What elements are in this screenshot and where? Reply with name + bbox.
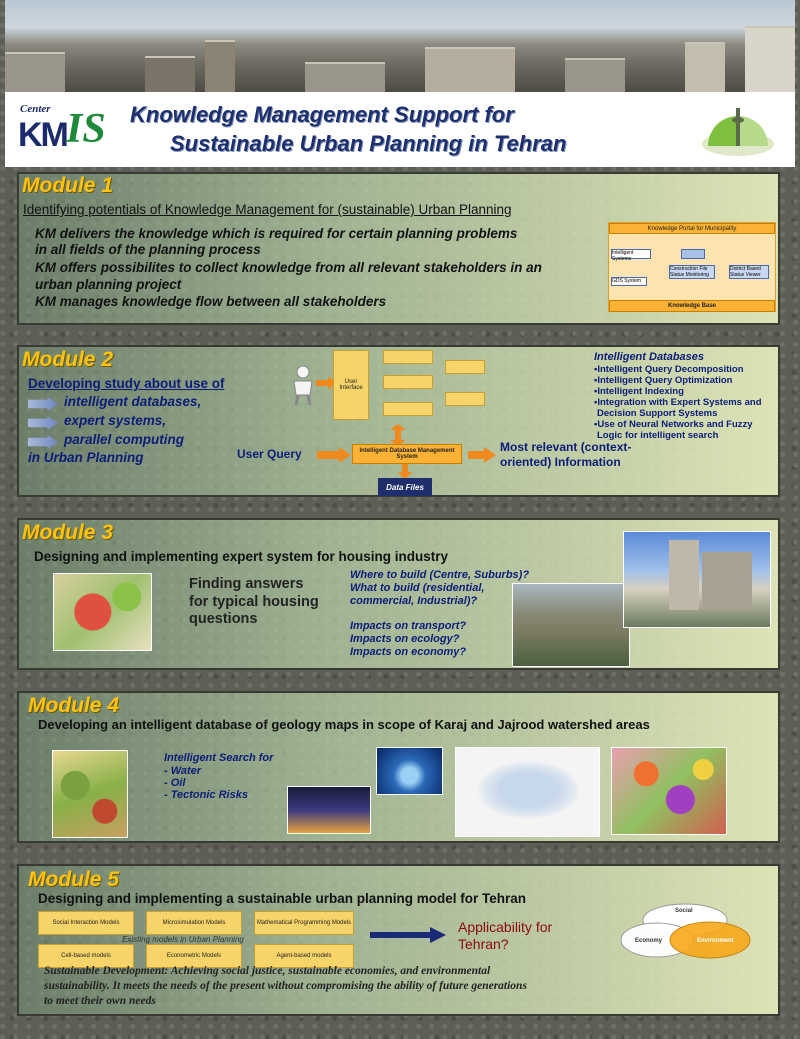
finding-text: for typical housing <box>189 594 319 610</box>
model-box: Mathematical Programming Models <box>254 911 354 935</box>
arrow-right-icon <box>468 447 496 463</box>
sustainability-venn-diagram <box>605 900 785 962</box>
sustainability-text: to meet their own needs <box>44 995 156 1007</box>
portal-box: Intelligent Systems <box>611 249 651 259</box>
user-interface-box: User Interface <box>333 350 369 420</box>
module1-subtitle: Identifying potentials of Knowledge Management for (sustainable) Urban Planning <box>23 202 512 217</box>
venn-label: Environment <box>697 938 734 944</box>
logo-km: KM <box>18 116 67 154</box>
km-portal-diagram <box>608 222 776 312</box>
db-module-box <box>445 392 485 406</box>
question: Impacts on economy? <box>350 646 467 658</box>
geology-color-map-image <box>611 747 727 835</box>
module3-subtitle: Designing and implementing expert system for housing industry <box>34 549 449 564</box>
question: Impacts on ecology? <box>350 633 460 645</box>
module4-subtitle: Developing an intelligent database of geology maps in scope of Karaj and Jajrood watershed areas <box>38 717 650 732</box>
question: Where to build (Centre, Suburbs)? <box>350 569 530 581</box>
applicability-text: Applicability for <box>458 919 553 935</box>
module1-heading: Module 1 <box>22 174 114 197</box>
module1-bullet: urban planning project <box>35 277 182 292</box>
module2-heading: Module 2 <box>22 348 114 371</box>
geology-map-image <box>52 750 128 838</box>
oil-pump-photo <box>287 786 371 834</box>
search-item: - Water <box>164 765 202 777</box>
module3-heading: Module 3 <box>22 521 114 544</box>
question: What to build (residential, <box>350 582 485 594</box>
module1-bullet: in all fields of the planning process <box>35 242 261 257</box>
portal-knowledge-base: Knowledge Base <box>609 300 775 312</box>
applicability-text: Tehran? <box>458 936 509 952</box>
portal-title: Knowledge Portal for Municipality <box>609 223 775 234</box>
buildings-photo <box>623 531 771 628</box>
question: Impacts on transport? <box>350 620 467 632</box>
module2-tail: in Urban Planning <box>28 450 144 465</box>
logo-center-text: Center <box>20 103 51 115</box>
portal-box: District Based Status Viewer <box>729 265 769 279</box>
module2-item: intelligent databases, <box>64 394 202 409</box>
db-module-box <box>383 375 433 389</box>
watershed-map-image <box>455 747 600 837</box>
portal-box: Construction File Status Monitoring <box>669 265 715 279</box>
result-text: Most relevant (context-oriented) Information <box>500 440 632 469</box>
urban-map-image <box>53 573 152 651</box>
search-item: - Tectonic Risks <box>164 789 248 801</box>
model-box: Econometric Models <box>146 944 242 968</box>
intelligent-db-item: •Intelligent Query Decomposition <box>594 364 744 375</box>
dbms-box: Intelligent Database Management System <box>352 444 462 464</box>
db-module-box <box>383 402 433 416</box>
sustainability-text: sustainability. It meets the needs of the present without compromising the ability of future generations <box>44 980 527 992</box>
sustainability-text: Sustainable Development: Achieving social justice, sustainable economies, and environmental <box>44 965 491 977</box>
venn-label: Economy <box>635 938 663 944</box>
search-title: Intelligent Search for <box>164 752 274 764</box>
module5-subtitle: Designing and implementing a sustainable urban planning model for Tehran <box>38 891 527 906</box>
module1-bullet: KM delivers the knowledge which is required for certain planning problems <box>35 226 518 241</box>
intelligent-db-item: •Intelligent Indexing <box>594 386 684 397</box>
db-module-box <box>383 350 433 364</box>
poster-title-line1: Knowledge Management Support for <box>130 102 514 127</box>
intelligent-db-item: Decision Support Systems <box>597 408 718 419</box>
venn-label: Social <box>675 908 693 914</box>
city-panorama-banner <box>5 0 795 92</box>
intelligent-db-item: •Integration with Expert Systems and <box>594 397 762 408</box>
module2-item: expert systems, <box>64 413 167 428</box>
tower-logo-icon <box>698 102 778 160</box>
module1-bullet: KM manages knowledge flow between all stakeholders <box>35 294 387 309</box>
portal-box: GDS System <box>611 277 647 286</box>
arrow-updown-icon <box>390 424 406 446</box>
highway-photo <box>512 583 630 667</box>
intelligent-db-title: Intelligent Databases <box>594 351 705 363</box>
intelligent-db-item: •Use of Neural Networks and Fuzzy <box>594 419 753 430</box>
module1-bullet: KM offers possibilites to collect knowledge from all relevant stakeholders in an <box>35 260 542 275</box>
water-drop-photo <box>376 747 443 795</box>
question: commercial, Industrial)? <box>350 595 478 607</box>
intelligent-db-item: Logic for intelligent search <box>597 430 719 441</box>
model-box: Microsimulation Models <box>146 911 242 935</box>
search-item: - Oil <box>164 777 186 789</box>
data-files-box: Data Files <box>378 478 432 496</box>
db-module-box <box>445 360 485 374</box>
module2-subtitle: Developing study about use of <box>28 376 225 391</box>
user-person-icon <box>288 365 318 405</box>
module5-heading: Module 5 <box>28 868 120 891</box>
models-caption: Existing models in Urban Planning <box>122 935 244 944</box>
finding-text: Finding answers <box>189 576 304 592</box>
model-box: Agent-based models <box>254 944 354 968</box>
model-box: Cell-based models <box>38 944 134 968</box>
module4-heading: Module 4 <box>28 694 120 717</box>
module2-item: parallel computing <box>64 432 185 447</box>
finding-text: questions <box>189 611 258 627</box>
poster-title-line2: Sustainable Urban Planning in Tehran <box>170 131 567 156</box>
logo-is: IS <box>66 106 106 152</box>
arrow-right-icon <box>370 927 446 943</box>
portal-box-blank <box>681 249 705 259</box>
model-box: Social Interaction Models <box>38 911 134 935</box>
intelligent-db-item: •Intelligent Query Optimization <box>594 375 733 386</box>
arrow-right-icon <box>317 447 351 463</box>
user-query-label: User Query <box>237 447 302 461</box>
